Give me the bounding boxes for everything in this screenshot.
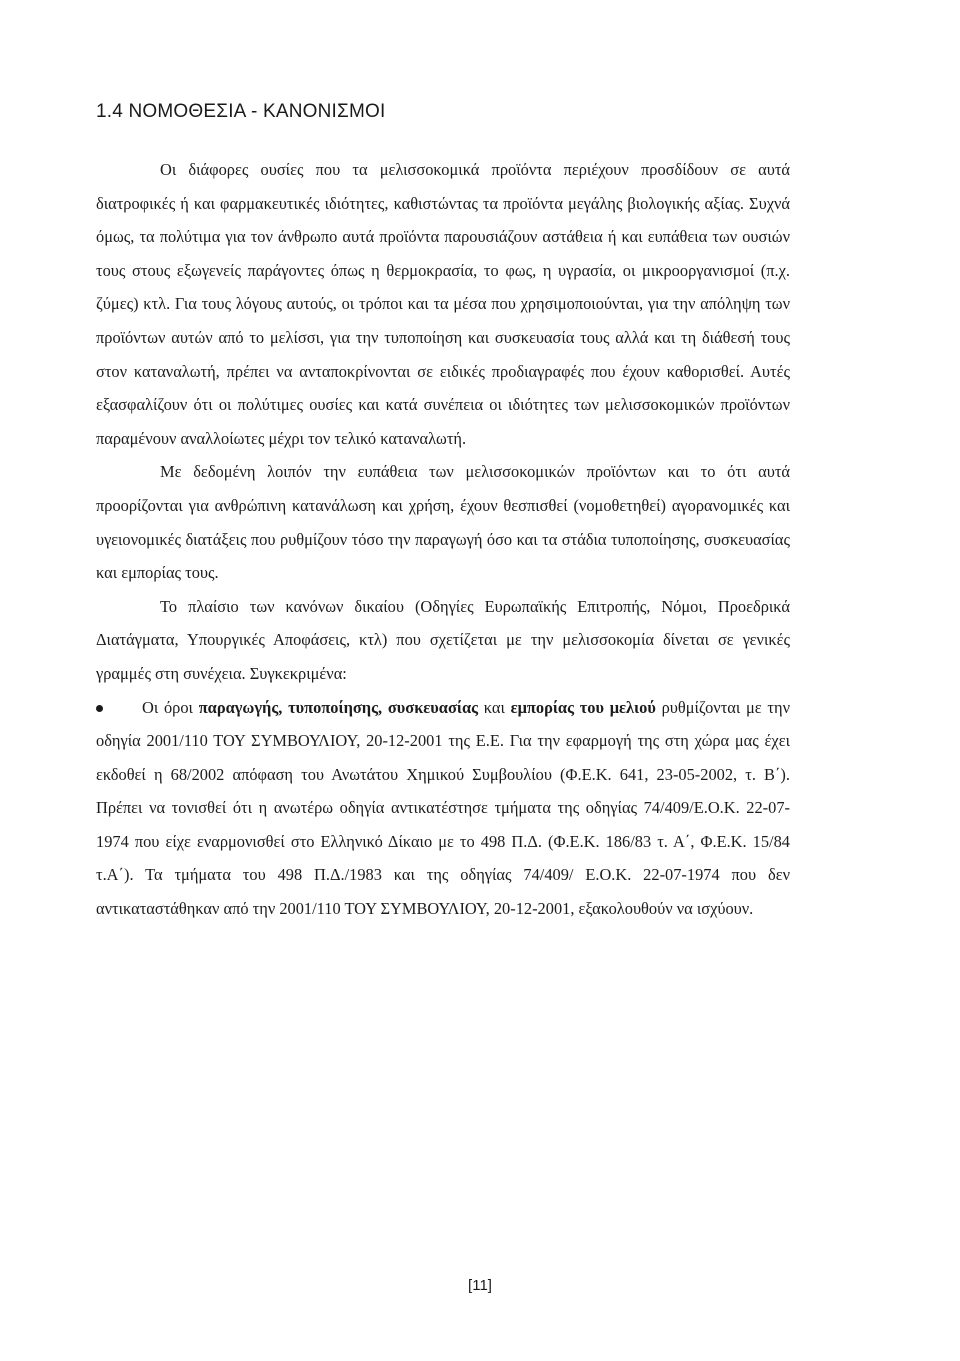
bullet-rest-text: ρυθμίζονται με την οδηγία 2001/110 ΤΟΥ ΣΥΜΒΟΥΛΙΟΥ, 20-12-2001 της Ε.Ε. Για την εφαρμογή της στη χώρα μας έχει εκδοθεί η 68/2002 απόφαση του Ανωτάτου Χημικού Συμβουλίου (Φ.Ε.Κ. 641, 23-05-2002, τ. Β΄). Πρέπει να τονισθεί ότι η ανωτέρω οδηγία αντικατέστησε τμήματα της οδηγίας 74/409/Ε.Ο.Κ. 22-07-1974 που είχε εναρμονισθεί στο Ελληνικό Δίκαιο με το 498 Π.Δ. (Φ.Ε.Κ. 186/83 τ. Α΄, Φ.Ε.Κ. 15/84 τ.Α΄). Τα τμήματα του 498 Π.Δ./1983 και της οδηγίας 74/409/ Ε.Ο.Κ. 22-07-1974 που δεν αντικαταστάθηκαν από την 2001/110 ΤΟΥ ΣΥΜΒΟΥΛΙΟΥ, 20-12-2001, εξακολουθούν να ισχύουν. [96,697,790,919]
paragraph-2: Με δεδομένη λοιπόν την ευπάθεια των μελισσοκομικών προϊόντων και το ότι αυτά προορίζονται για ανθρώπινη κατανάλωση και χρήση, έχουν θεσπισθεί (νομοθετηθεί) αγορανομικές και υγειονομικές διατάξεις που ρυθμίζουν τόσο την παραγωγή όσο και τα στάδια τυποποίησης, συσκευασίας και εμπορίας τους. [96,462,790,583]
bullet-item [96,691,790,926]
bullet-bold-terms: παραγωγής, τυποποίησης, συσκευασίας [198,697,479,717]
page-number: [11] [468,1277,492,1294]
bullet-lead-text: Οι όροι [142,697,193,717]
bullet-bold-subject: εμπορίας του μελιού [510,697,656,717]
section-heading: 1.4 ΝΟΜΟΘΕΣΙΑ - ΚΑΝΟΝΙΣΜΟΙ [96,101,386,122]
paragraph-1: Οι διάφορες ουσίες που τα μελισσοκομικά προϊόντα περιέχουν προσδίδουν σε αυτά διατροφικές ή και φαρμακευτικές ιδιότητες, καθιστώντας τα προϊόντα μεγάλης βιολογικής αξίας. Συχνά όμως, τα πολύτιμα για τον άνθρωπο αυτά προϊόντα παρουσιάζουν αστάθεια ή και ευπάθεια των ουσιών τους στους εξωγενείς παράγοντες όπως η θερμοκρασία, το φως, η υγρασία, οι μικροοργανισμοί (π.χ. ζύμες) κτλ. Για τους λόγους αυτούς, οι τρόποι και τα μέσα που χρησιμοποιούνται, για την απόληψη των προϊόντων αυτών από το μελίσσι, για την τυποποίηση και συσκευασία τους αλλά και τη διάθεσή τους στον καταναλωτή, πρέπει να ανταποκρίνονται σε ειδικές προδιαγραφές που έχουν καθορισθεί. Αυτές εξασφαλίζουν ότι οι πολύτιμες ουσίες και κατά συνέπεια οι ιδιότητες των μελισσοκομικών προϊόντων παραμένουν αναλλοίωτες μέχρι τον τελικό καταναλωτή. [96,160,790,448]
paragraph-3: Το πλαίσιο των κανόνων δικαίου (Οδηγίες Ευρωπαϊκής Επιτροπής, Νόμοι, Προεδρικά Διατάγματα, Υπουργικές Αποφάσεις, κτλ) που σχετίζεται με την μελισσοκομία δίνεται σε γενικές γραμμές στη συνέχεια. Συγκεκριμένα: [96,596,790,683]
bullet-conjunction: και [483,697,505,717]
bullet-dot-icon [96,705,103,712]
body-text [96,153,790,926]
